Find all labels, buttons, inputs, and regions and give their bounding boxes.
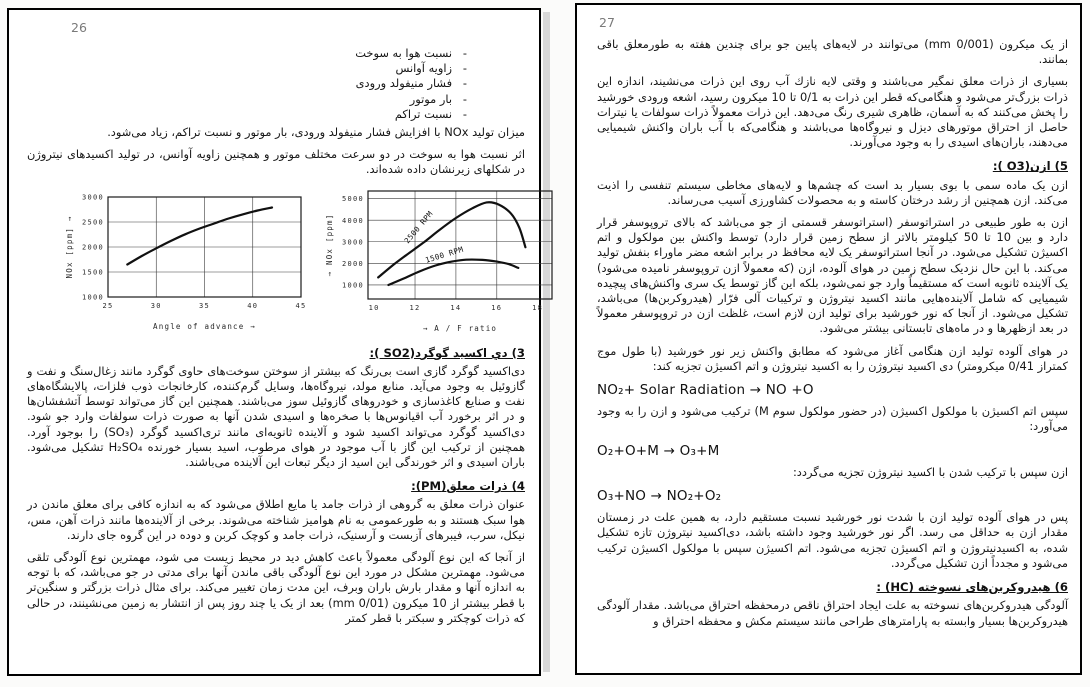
svg-text:12: 12: [409, 303, 421, 312]
svg-text:→ A / F ratio: → A / F ratio: [422, 323, 498, 333]
svg-text:2000: 2000: [81, 243, 104, 252]
svg-text:45: 45: [295, 301, 307, 310]
section5-body-1: ازن یک ماده سمی با بوی بسیار بد است که چشم‌ها و لایه‌های مخاطی سیستم تنفسی را اذیت می‌کند. ازن همچنین از رشد درختان کاسته و به محصولات کشاورزی آسیب می‌رساند.: [597, 177, 1068, 207]
svg-text:→ NOx [ppm]: → NOx [ppm]: [325, 213, 334, 277]
nox-vs-advance-chart: [63, 185, 313, 335]
page-27-content: [577, 5, 1080, 629]
svg-text:2500 RPM: 2500 RPM: [402, 208, 435, 245]
svg-text:25: 25: [102, 301, 114, 310]
svg-text:2000: 2000: [341, 259, 364, 268]
list-item: - بار موتور: [409, 91, 467, 106]
page-number: 27: [599, 15, 615, 30]
svg-text:35: 35: [198, 301, 211, 310]
section3-heading: 3) دي اکسيد گوگرد(SO2 ):: [369, 345, 525, 360]
svg-text:3000: 3000: [341, 237, 364, 246]
section5-body-6: پس در هوای آلوده تولید ازن با شدت نور خورشید نسبت مستقیم دارد، به همین علت در زمستان مقدار ازن به حداقل می رسد. اگر نور خورشید وجود داشته باشد، دی‌اکسید نیتروژن تازه تشکیل شده، به اکسیدنیتروژن و اتم اکسیژن تجزیه می‌شود. اتم اکسیژن سپس با مولکول اکسیژن ترکیب می‌شود و مجدداً ازن تشکیل می‌گردد.: [597, 510, 1068, 570]
page-26: [7, 8, 544, 676]
figures-row: [27, 185, 544, 337]
svg-text:1000: 1000: [341, 281, 364, 290]
page-27: [575, 3, 1082, 675]
page-number: 26: [71, 20, 87, 35]
page-edge-shadow: [543, 12, 550, 672]
svg-text:1500: 1500: [81, 268, 104, 277]
section4-body-1: عنوان ذرات معلق به گروهی از ذرات جامد یا مایع اطلاق می‌شود که به اندازه کافی برای معلق ماندن در هوا سبک هستند و به طورعمومی به نام هوامیز شناخته می‌شوند. برخی از آلاینده‌ها مانند ذرات آهن، مس، نیکل، سرب، فیبرهای آزبست و آرسنیک، ذرات جامد و کوچک کربن و دوده در این گروه جای دارند.: [27, 497, 525, 542]
section4-body-2: از آنجا که این نوع آلودگی معمولاً باعث کاهش دید در محیط زیست می شود، مهمترین نوع آلودگی تلقی می‌شود. مهمترین مشکل در مورد این نوع آلودگی باقی ماندن آنها برای مدتی در جو می‌باشد، که با توجه به اندازه آنها و مقدار بارش باران وبرف، این مدت زمان تغییر می‌کند. برای مثال ذرات بزرگتر و سنگین‌تر با قطر بیشتر از 10 میکرون (0/01 mm) بعد از یک یا چند روز پس از انتشار به زمین می‌نشینند، در حالی که ذرات کوچکتر و سبکتر با قطر کمتر: [27, 550, 525, 625]
section5-body-2: ازن به طور طبیعی در استراتوسفر (استراتوسفر قسمتی از جو می‌باشد که بالای تروپوسفر قرار دارد و بین 10 تا 50 کیلومتر بالاتر از سطح زمین قرار دارد) توسط واکنش بین مولکول و اتم اکسیژن تشکیل می‌شود. در آنجا استراتوسفر یک لایه محافظ در برابر اشعه مضر ماوراء بنفش تولید می‌کند. با این حال نزدیک سطح زمین در هوای آلوده، ازن (که معمولاً ازن تروپوسفر نامیده می‌شود) یک آلاینده ثانویه است که مستقیماً وارد جو نمی‌شود، بلکه این گاز توسط یک سری واکنش‌های پیچیده شیمیایی که شامل آلاینده‌هایی مانند اکسید نیتروژن و ترکیبات آلی فرّار (هیدروکربن‌ها) می‌باشد، تشکیل می‌شود. از آنجا که نور خورشید برای تولید ازن لازم است، غلظت ازن در تروپوسفر معمولاً در بعد ازظهرها و در ماه‌های تابستانی بیشتر می‌شود.: [597, 215, 1069, 336]
paragraph-af-effect: اثر نسبت هوا به سوخت در دو سرعت مختلف موتور و همچنین زاویه آوانس، در تولید اکسیدهای نیتروژن در شکلهای زیرنشان داده شده‌اند.: [27, 147, 525, 177]
svg-text:5000: 5000: [341, 194, 364, 203]
svg-text:1000: 1000: [81, 293, 104, 302]
list-item: - فشار منیفولد ورودی: [355, 76, 467, 91]
section5-body-4: سپس اتم اکسیژن با مولکول اکسیژن (در حضور مولکول سوم M) ترکیب می‌شود و ازن را به وجود می‌آورد:: [597, 404, 1068, 434]
svg-text:4000: 4000: [341, 216, 364, 225]
svg-text:14: 14: [450, 303, 462, 312]
paragraph-hygroscopic: بسیاری از ذرات معلق نمگیر می‌باشند و وقتی لایه نازك آب روی این ذرات می‌نشیند، اندازه این ذرات بزرگ‌تر می‌شود و هنگامی‌که قطر این ذرات به 0/1 تا 10 میکرون رسید، اشعه ورودی خورشید را پخش می‌کنند که به آسمان، ظاهری شیری رنگ می‌دهد. این ذرات معمولاً ذرات سولفات یا نیترات حاصل از احتراق موتورهای دیزل و نیروگاه‌ها می‌باشند و هنگامی‌که با آب باران واکنش شیمیایی می‌دهند، باران‌های اسیدی را به وجود می‌آورند.: [597, 74, 1068, 150]
equation-ozone-formation: O₂+O+M → O₃+M: [597, 442, 720, 459]
paragraph-micron: از یک میکرون (0/001 mm) می‌توانند در لایه‌های پایین جو برای چندین هفته به طورمعلق باقی بمانند.: [597, 37, 1068, 67]
svg-text:1500 RPM: 1500 RPM: [424, 244, 465, 265]
svg-text:2500: 2500: [81, 218, 104, 227]
paragraph-nox-production: میزان تولید NOx با افزایش فشار منیفولد ورودی، بار موتور و نسبت تراکم، زیاد می‌شود.: [107, 125, 525, 140]
svg-text:30: 30: [150, 301, 162, 310]
section4-heading: 4) ذرات معلق(PM):: [411, 479, 525, 494]
equation-no2-photolysis: NO₂+ Solar Radiation → NO +O: [597, 382, 814, 399]
svg-text:10: 10: [368, 303, 380, 312]
svg-text:3000: 3000: [81, 193, 104, 202]
section6-heading: 6) هیدروکربن‌های نسوخته (HC) :: [876, 580, 1068, 595]
section6-body: آلودگی هیدروکربن‌های نسوخته به علت ایجاد احتراق ناقص درمحفظه احتراق می‌باشد. مقدار آلودگی هیدروکربن‌ها بسیار وابسته به پارامترهای طراحی مانند سیستم مکش و محفظه احتراق و: [597, 598, 1068, 628]
parameter-list: [27, 46, 525, 122]
page-26-content: [9, 10, 544, 626]
list-item: - نسبت تراکم: [394, 106, 467, 121]
section5-heading: 5) ازن(O3 ):: [992, 159, 1068, 174]
section5-body-5: ازن سپس با ترکیب شدن با اکسید نیتروژن تجزیه می‌گردد:: [792, 464, 1068, 479]
list-item: - نسبت هوا به سوخت: [355, 46, 467, 60]
svg-text:Angle of advance →: Angle of advance →: [153, 321, 256, 331]
svg-text:18: 18: [532, 303, 544, 312]
section3-body: دی‌اکسید گوگرد گازی است بی‌رنگ که بیشتر از سوختن سوخت‌های حاوی گوگرد مانند زغال‌سنگ و نفت و گازوئیل به وجود می‌آید. منابع مولد، نیروگاه‌ها، وسایل گرم‌کننده، کارخانجات ذوب فلزات، پالایشگاه‌های نفت و صنایع کاغذسازی و خودروهای گازوئیل سوز می‌باشند. همچنین این گاز می‌تواند توسط آتشفشان‌ها و در اثر برخورد آب اقیانوس‌ها با صخره‌ها و اسیدی شدن آنها به صورت ذرات سولفات وارد جو شود. دی‌اکسید گوگرد می‌تواند اکسید شود و آلاینده ثانویه‌ای مانند تری‌اکسید گوگرد (SO₃) را بوجود آورد. همچنین از ترکیب این گاز با آب موجود در هوای مرطوب، اسید بسیار خورنده H₂SO₄ تشکیل می‌شود. باران اسیدی و اثر خورندگی این اسید از دیگر تبعات این آلاینده می‌باشند.: [27, 363, 525, 470]
list-item: - زاویه آوانس: [395, 61, 467, 76]
nox-vs-af-ratio-chart: [323, 185, 568, 337]
svg-text:16: 16: [491, 303, 503, 312]
svg-text:NOx [ppm] →: NOx [ppm] →: [65, 215, 74, 279]
section5-body-3: در هوای آلوده تولید ازن هنگامی آغاز می‌شود که مطابق واکنش زیر نور خورشید (با طول موج کمتراز 0/41 میکرومتر) دی اکسید نیتروژن را به اکسید نیتروژن و اتم اکسیژن تجزیه کند:: [597, 343, 1068, 373]
svg-text:40: 40: [247, 301, 259, 310]
equation-ozone-decomposition: O₃+NO → NO₂+O₂: [597, 488, 722, 505]
